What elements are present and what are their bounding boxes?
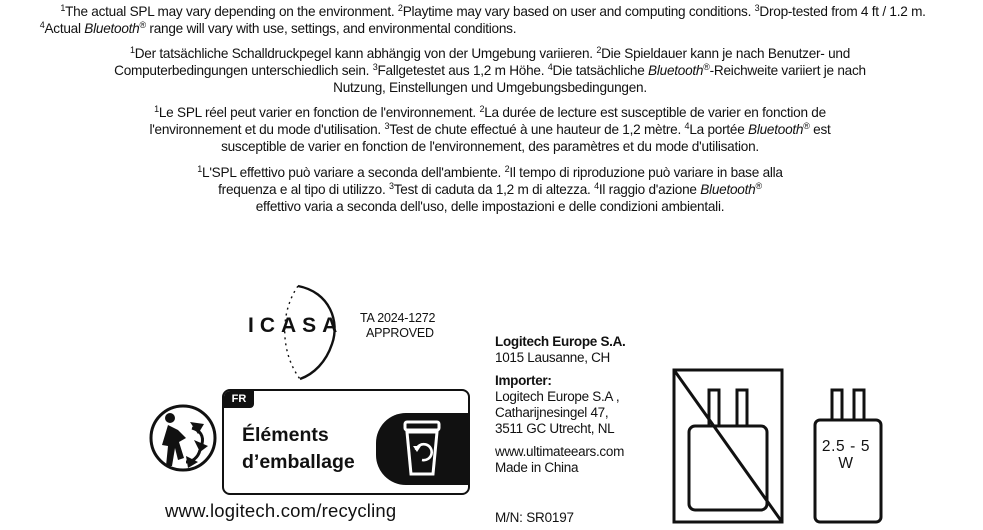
website-origin-block	[495, 444, 626, 476]
manufacturer-city: 1015 Lausanne, CH	[495, 350, 610, 365]
footnote-4-text-a: Die tatsächliche	[552, 63, 649, 78]
disclaimer-it-line-2	[120, 181, 860, 198]
footnote-4-text-a: Actual	[44, 21, 85, 36]
footnote-1: 1	[60, 3, 66, 13]
footnote-1-text: The actual SPL may vary depending on the environment.	[65, 4, 398, 19]
icasa-ta-text	[360, 311, 435, 341]
origin: Made in China	[495, 460, 579, 475]
footnote-2-text: Die Spieldauer kann je nach Benutzer- und	[601, 46, 851, 61]
importer-street: Catharijnesingel 47,	[495, 405, 609, 420]
recycling-bin-icon	[376, 413, 468, 485]
bluetooth-wordmark: Bluetooth	[648, 63, 704, 78]
triman-band	[234, 413, 468, 485]
disclaimer-fr-line-2	[80, 121, 900, 138]
no-charger-included-icon	[672, 368, 784, 524]
footnote-1-text: L'SPL effettivo può variare a seconda dell'ambiente.	[202, 165, 505, 180]
footnote-4: 4	[547, 62, 553, 72]
registered-mark: ®	[139, 20, 146, 30]
icasa-wordmark: ICASA	[248, 314, 344, 337]
company-info	[495, 334, 626, 476]
bluetooth-wordmark: Bluetooth	[700, 182, 756, 197]
manufacturer-name: Logitech Europe S.A.	[495, 334, 626, 349]
registered-mark: ®	[703, 62, 710, 72]
footnote-2-text: La durée de lecture est susceptible de varier en fonction de	[484, 105, 826, 120]
importer-block	[495, 373, 626, 437]
footnote-2: 2	[596, 45, 602, 55]
disclaimer-en	[3, 3, 983, 37]
footnote-4: 4	[684, 121, 690, 131]
footnote-4-text-a: La portée	[689, 122, 749, 137]
bluetooth-wordmark: Bluetooth	[748, 122, 804, 137]
footnote-4-text-b: -Reichweite variiert je nach	[709, 63, 866, 78]
importer-name: Logitech Europe S.A ,	[495, 389, 620, 404]
disclaimer-de-line-3: Nutzung, Einstellungen und Umgebungsbedingungen.	[333, 80, 647, 95]
model-number: M/N: SR0197	[495, 510, 574, 525]
footnote-2-text-cont: l'environnement et du mode d'utilisation.	[149, 122, 385, 137]
person-recycling-icon	[148, 400, 218, 475]
footnote-4-text-b: range will vary with use, settings, and environmental conditions.	[145, 21, 517, 36]
registered-mark: ®	[803, 121, 810, 131]
disclaimer-fr-line-3: susceptible de varier en fonction de l'environnement, des paramètres et du mode d'utilisation.	[221, 139, 759, 154]
footnote-3: 3	[384, 121, 390, 131]
manufacturer-block	[495, 334, 626, 366]
importer-label: Importer:	[495, 373, 552, 388]
footnote-2-text: Playtime may vary based on user and computing conditions.	[402, 4, 755, 19]
footnote-4: 4	[594, 181, 599, 191]
footnote-3: 3	[372, 62, 378, 72]
footnote-2: 2	[479, 104, 485, 114]
footnote-3-text: Drop-tested from 4 ft / 1.2 m.	[759, 4, 926, 19]
disclaimer-it	[120, 164, 860, 215]
footnote-1-text: Le SPL réel peut varier en fonction de l'environnement.	[158, 105, 480, 120]
importer-city: 3511 GC Utrecht, NL	[495, 421, 615, 436]
disclaimer-it-line-1	[120, 164, 860, 181]
icasa-ta-number: TA 2024-1272	[360, 311, 436, 325]
disclaimer-de	[40, 45, 940, 96]
footnote-2-text-cont: Computerbedingungen unterschiedlich sein.	[114, 63, 373, 78]
triman-packaging-sign	[222, 389, 470, 495]
footnote-2: 2	[397, 3, 403, 13]
footnote-4-text-b: est	[809, 122, 831, 137]
disclaimer-en-line-1	[3, 3, 983, 20]
footnote-2: 2	[504, 164, 510, 174]
icasa-status: APPROVED	[366, 326, 434, 340]
disclaimer-fr-line-1	[80, 104, 900, 121]
footnote-1-text: Der tatsächliche Schalldruckpegel kann abhängig von der Umgebung variieren.	[134, 46, 597, 61]
recycling-url: www.logitech.com/recycling	[165, 500, 397, 521]
disclaimer-de-line-2	[40, 62, 940, 79]
triman-text	[234, 413, 376, 485]
disclaimer-de-line-1	[40, 45, 940, 62]
footnote-3: 3	[754, 3, 760, 13]
footnote-2-text-cont: frequenza e al tipo di utilizzo.	[218, 182, 389, 197]
charger-power-label	[815, 438, 877, 472]
disclaimer-it-line-3: effettivo varia a seconda dell'uso, delle impostazioni e delle condizioni ambientali.	[255, 199, 725, 214]
registered-mark: ®	[755, 181, 762, 191]
power-unit: W	[838, 455, 854, 472]
footnote-3-text: Test di caduta da 1,2 m di altezza.	[393, 182, 595, 197]
country-tab: FR	[224, 391, 254, 408]
disclaimer-fr	[80, 104, 900, 155]
disclaimer-en-line-2	[0, 20, 983, 37]
footnote-4-text-a: Il raggio d'azione	[598, 182, 701, 197]
triman-line-1: Éléments	[242, 424, 329, 446]
footnote-3: 3	[389, 181, 394, 191]
footnote-1: 1	[197, 164, 203, 174]
icasa-approval-mark	[240, 282, 465, 382]
footnote-1: 1	[154, 104, 159, 114]
footnote-2-text: Il tempo di riproduzione può variare in base alla	[509, 165, 783, 180]
footnote-1: 1	[129, 45, 135, 55]
bluetooth-wordmark: Bluetooth	[84, 21, 140, 36]
website: www.ultimateears.com	[495, 444, 625, 459]
power-range: 2.5 - 5	[821, 438, 871, 455]
triman-line-2: d’emballage	[242, 451, 355, 473]
footnote-3-text: Test de chute effectué à une hauteur de 1,2 mètre.	[389, 122, 685, 137]
footnote-3-text: Fallgetestet aus 1,2 m Höhe.	[377, 63, 548, 78]
footnote-4: 4	[39, 20, 45, 30]
